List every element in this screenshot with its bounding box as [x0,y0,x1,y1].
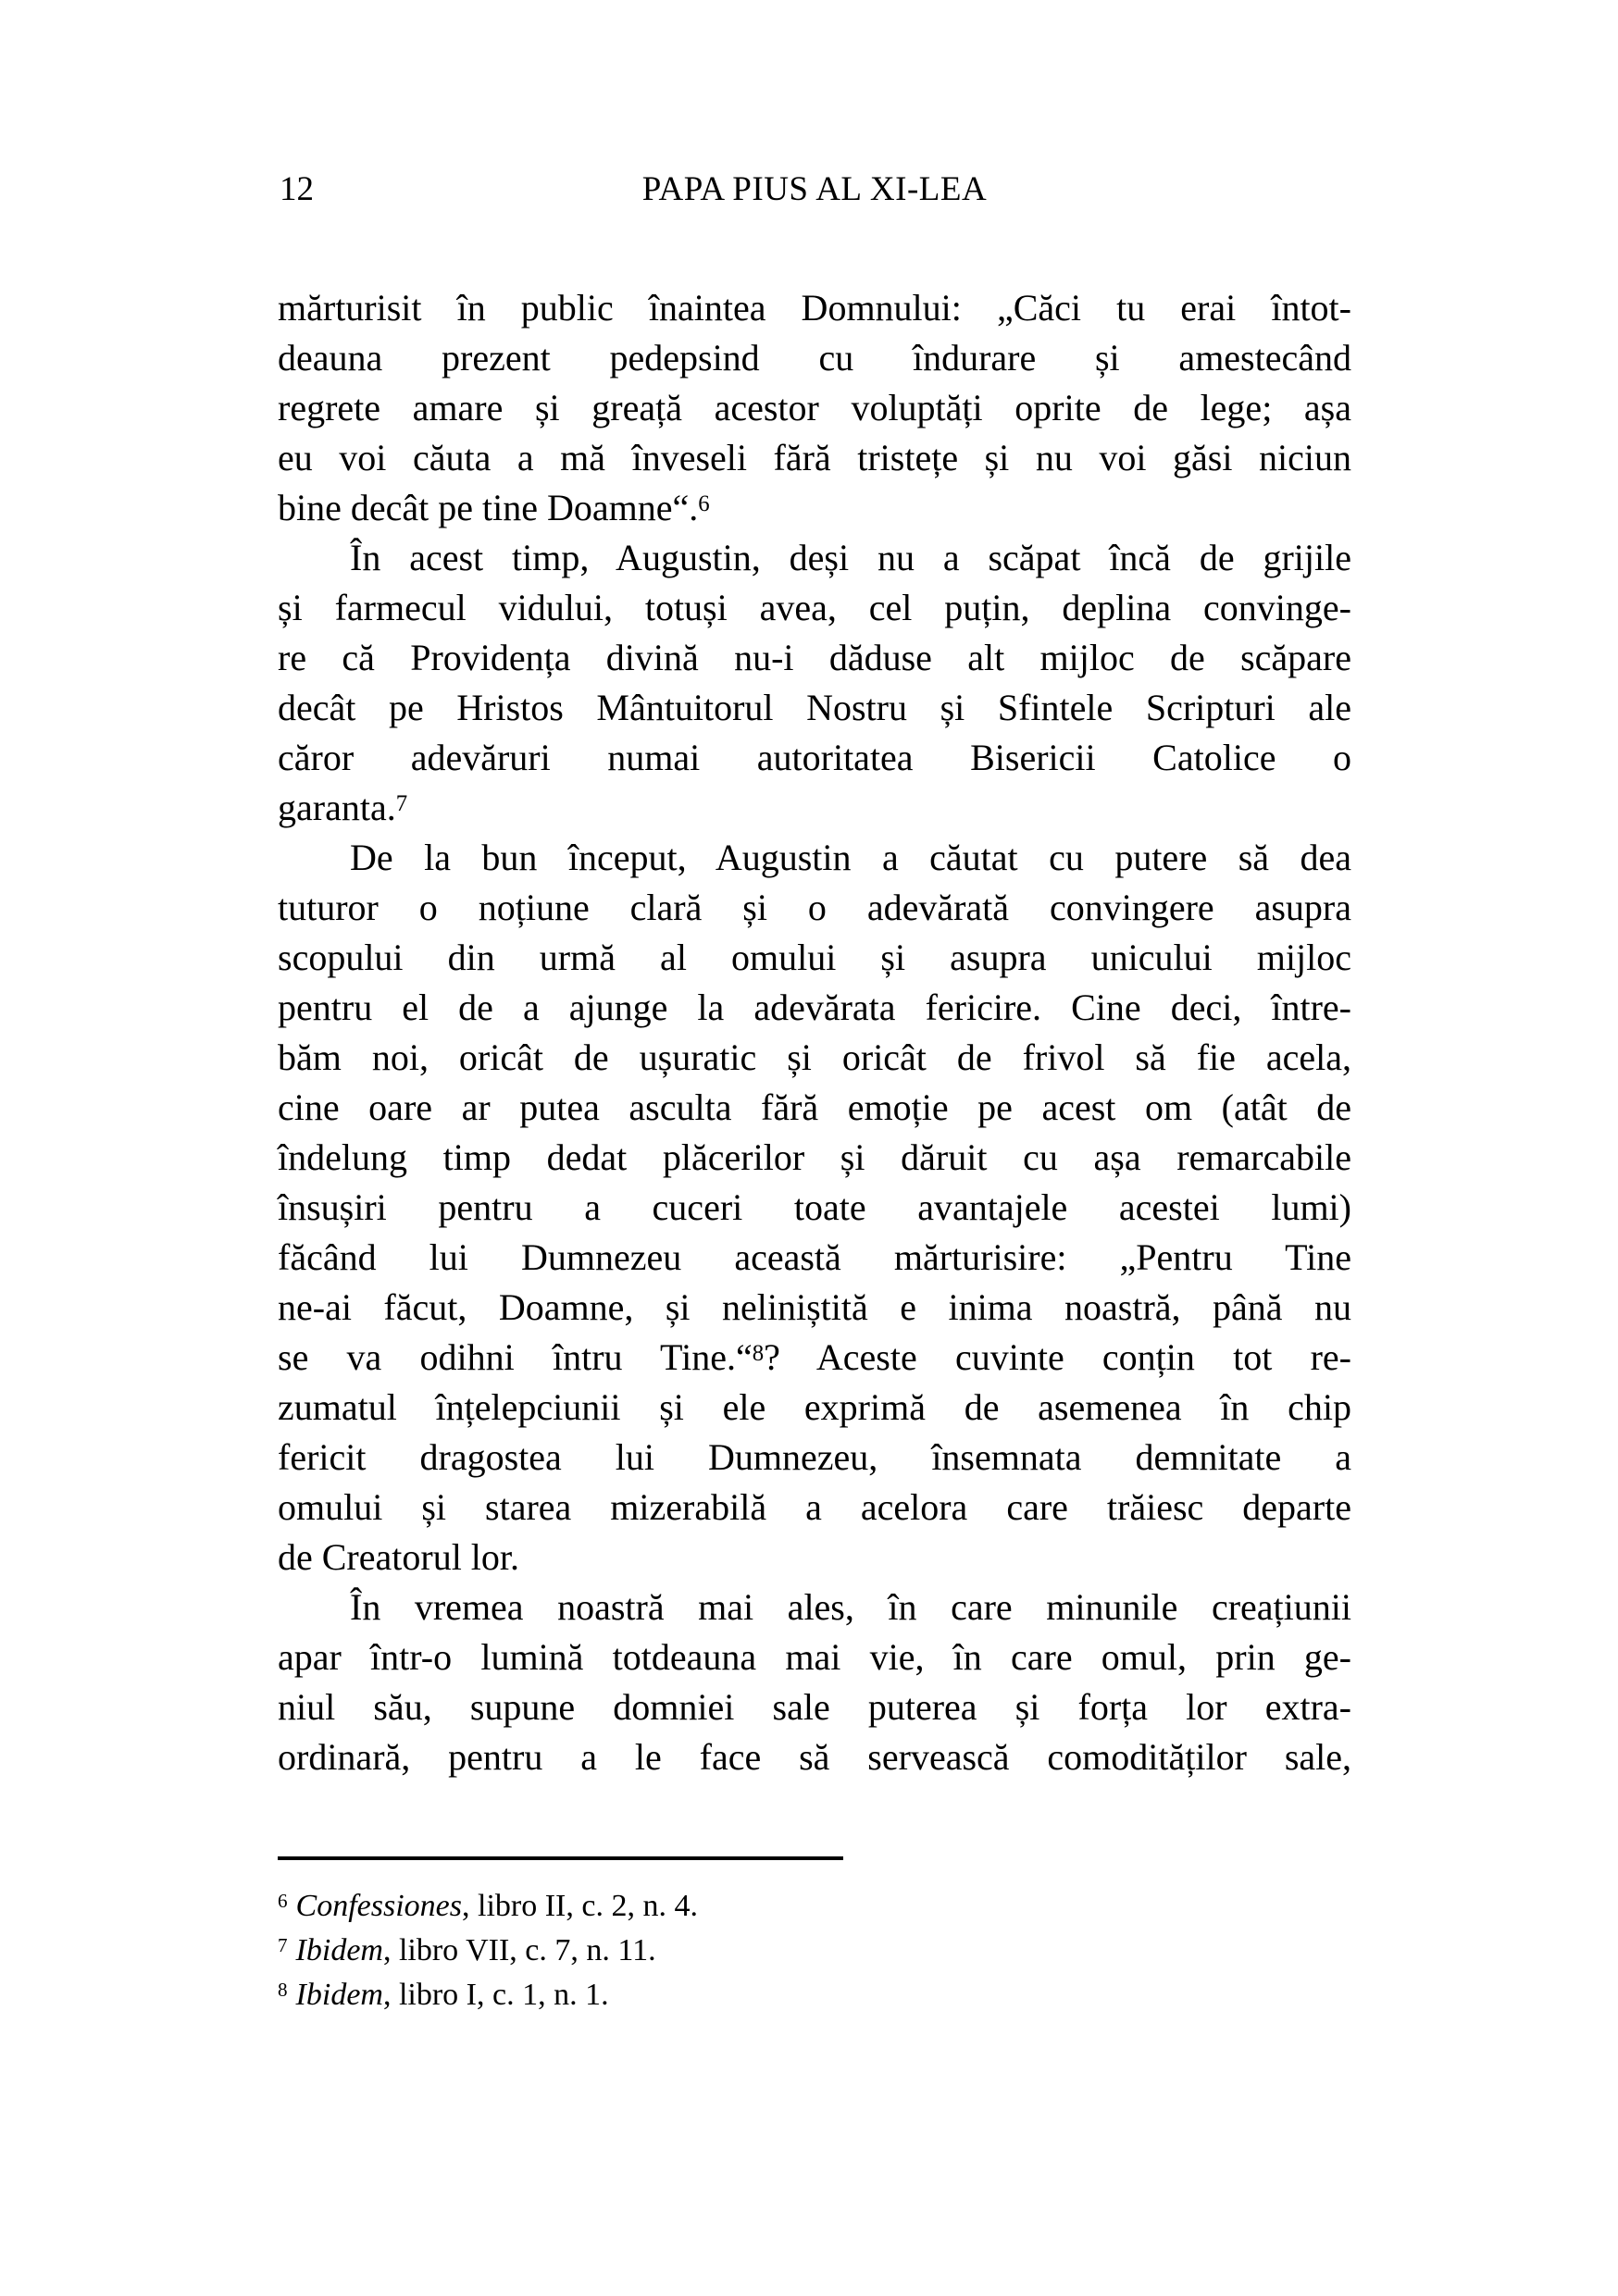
body-line [278,333,1351,383]
text-segment: apar într-o lumină totdeauna mai vie, în care omul, prin ge- [278,1636,1351,1678]
body-line [278,683,1351,733]
footnote-marker: 6 [278,1890,288,1913]
body-line [278,1033,1351,1083]
text-segment: omului și starea mizerabilă a acelora care trăiesc departe [278,1486,1351,1528]
paragraph-4 [278,1582,1351,1782]
body-line [278,1483,1351,1533]
paragraph-3 [278,833,1351,1582]
text-segment: tuturor o noțiune clară și o adevărată convingere asupra [278,887,1351,928]
body-line [278,1433,1351,1483]
footnote-item [278,1929,1351,1973]
body-line [278,1333,1351,1383]
body-line [278,833,1351,883]
body-line [278,533,1351,583]
footnote-item [278,1973,1351,2017]
text-segment: cine oare ar putea asculta fără emoție pe acest om (atât de [278,1086,1351,1128]
footnote-marker: 7 [278,1934,288,1957]
text-segment: În acest timp, Augustin, deși nu a scăpat încă de grijile [350,537,1351,578]
running-title: PAPA PIUS AL XI-LEA [641,170,988,208]
text-segment: se va odihni întru Tine.“ [278,1336,753,1378]
text-segment: căror adevăruri numai autoritatea Bisericii Catolice o [278,737,1351,778]
page-header [278,165,1351,215]
text-segment: garanta. [278,787,396,828]
text-segment: făcând lui Dumnezeu această mărturisire: „Pentru Tine [278,1236,1351,1278]
text-segment: niul său, supune domniei sale puterea și forța lor extra- [278,1686,1351,1728]
body-line [278,383,1351,433]
text-segment: De la bun început, Augustin a căutat cu putere să dea [350,837,1351,878]
body-line [278,1533,1351,1582]
text-segment: și farmecul vidului, totuși avea, cel puțin, deplina convinge- [278,587,1351,628]
text-segment: fericit dragostea lui Dumnezeu, însemnata demnitate a [278,1436,1351,1478]
text-segment: deauna prezent pedepsind cu îndurare și amestecând [278,337,1351,379]
text-segment: băm noi, oricât de ușuratic și oricât de frivol să fie acela, [278,1036,1351,1078]
footnote-detail: , libro II, c. 2, n. 4. [462,1889,698,1923]
paragraph-1 [278,283,1351,533]
paragraph-2 [278,533,1351,833]
text-segment: pentru el de a ajunge la adevărata fericire. Cine deci, între- [278,987,1351,1028]
text-segment: ? Aceste cuvinte conțin tot re- [764,1336,1351,1378]
text-segment: însușiri pentru a cuceri toate avantajele acestei lumi) [278,1186,1351,1228]
text-segment: mărturisit în public înaintea Domnului: „Căci tu erai întot- [278,287,1351,329]
text-segment: ordinară, pentru a le face să servească comodităților sale, [278,1736,1351,1778]
body-line [278,933,1351,983]
body-line [278,283,1351,333]
body-line [278,1283,1351,1333]
body-line [278,1732,1351,1782]
text-segment: zumatul înțelepciunii și ele exprimă de asemenea în chip [278,1386,1351,1428]
footnote-reference: 8 [752,1340,765,1366]
text-segment: decât pe Hristos Mântuitorul Nostru și Sfintele Scripturi ale [278,687,1351,728]
body-line [278,1383,1351,1433]
text-segment: ne-ai făcut, Doamne, și neliniștită e inima noastră, până nu [278,1286,1351,1328]
text-segment: bine decât pe tine Doamne“. [278,487,699,528]
body-line [278,1632,1351,1682]
footnote-item [278,1884,1351,1929]
text-segment: În vremea noastră mai ales, în care minunile creațiunii [350,1586,1351,1628]
text-segment: re că Providența divină nu-i dăduse alt mijloc de scăpare [278,637,1351,678]
body-line [278,433,1351,483]
footnote-source: Ibidem [295,1933,383,1967]
body-line [278,483,1351,533]
body-line [278,1233,1351,1283]
body-line [278,1183,1351,1233]
text-segment: de Creatorul lor. [278,1536,520,1578]
body-line [278,1582,1351,1632]
body-line [278,583,1351,633]
text-segment: eu voi căuta a mă înveseli fără tristețe și nu voi găsi niciun [278,437,1351,478]
body-line [278,1682,1351,1732]
body-line [278,1083,1351,1133]
body-line [278,883,1351,933]
footnote-marker: 8 [278,1979,288,2002]
footnote-reference: 7 [395,790,408,816]
text-segment: îndelung timp dedat plăcerilor și dăruit cu așa remarcabile [278,1136,1351,1178]
text-segment: regrete amare și greață acestor voluptăți oprite de lege; așa [278,387,1351,428]
footnote-source: Confessiones [295,1889,462,1923]
footnotes [278,1884,1351,2017]
body-text [278,283,1351,1782]
page-number: 12 [280,170,314,208]
body-line [278,983,1351,1033]
body-line [278,783,1351,833]
footnote-detail: , libro I, c. 1, n. 1. [382,1978,609,2012]
body-line [278,1133,1351,1183]
text-segment: scopului din urmă al omului și asupra unicului mijloc [278,937,1351,978]
footnote-reference: 6 [698,490,710,516]
body-line [278,633,1351,683]
footnote-source: Ibidem [295,1978,383,2012]
footnote-separator [278,1856,843,1860]
footnote-detail: , libro VII, c. 7, n. 11. [382,1933,656,1967]
body-line [278,733,1351,783]
